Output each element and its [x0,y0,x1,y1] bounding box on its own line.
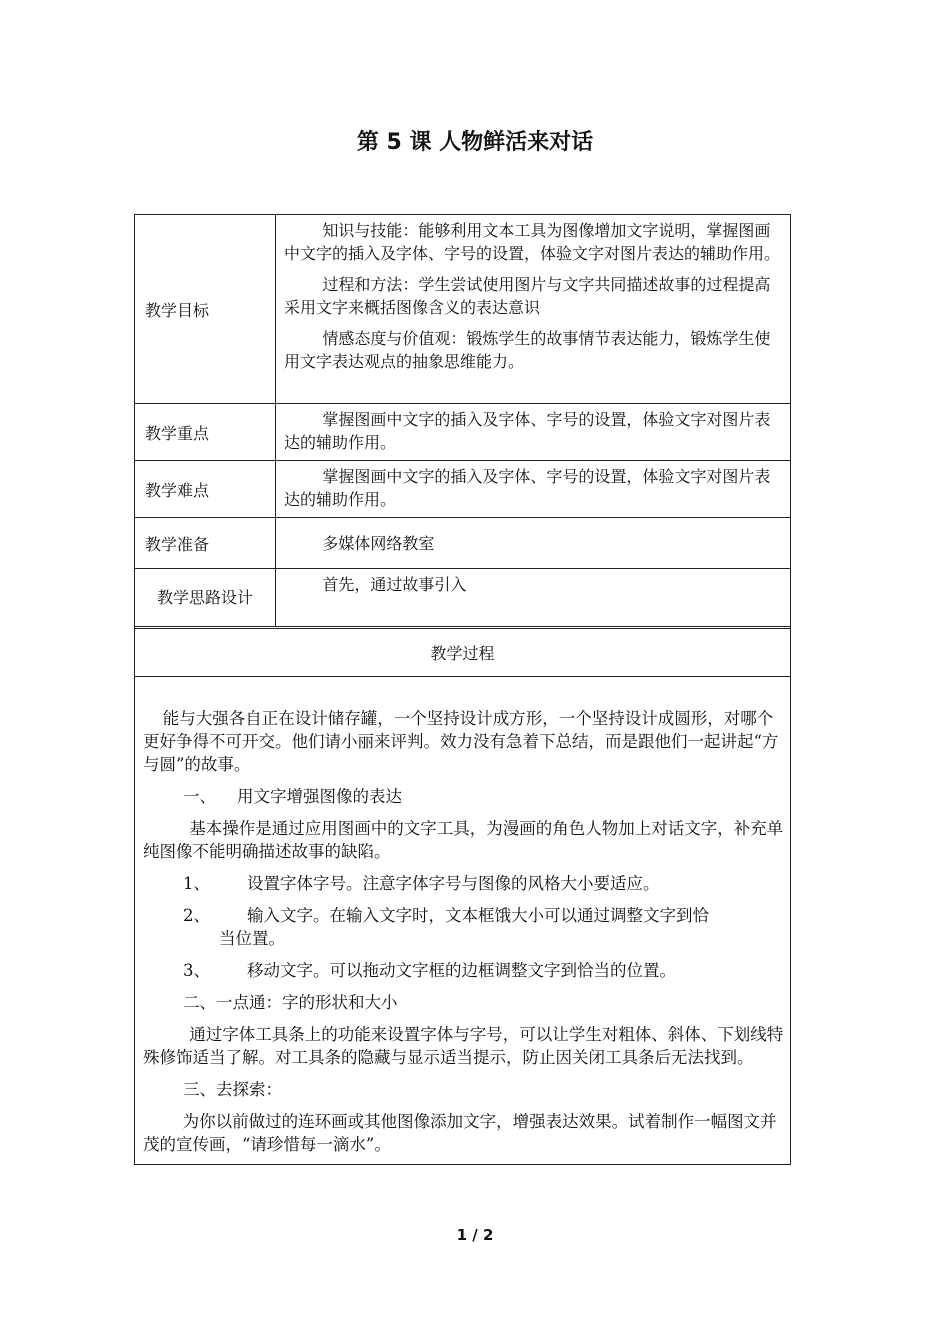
tip-text: 通过字体工具条上的功能来设置字体与字号，可以让学生对粗体、斜体、下划线特殊修饰适当了解。对工具条的隐藏与显示适当提示，防止因关闭工具条后无法找到。 [143,1025,784,1067]
design-text: 首先，通过故事引入 [322,575,467,594]
row-difficulty [135,461,790,518]
step-3-num: 3、 [183,961,210,980]
step-3-text: 移动文字。可以拖动文字框的边框调整文字到恰当的位置。 [247,961,676,980]
step-2-text: 输入文字。在输入文字时，文本框饿大小可以通过调整文字到恰 [247,906,709,925]
label-design-text: 教学思路设计 [156,587,253,607]
step-1-text: 设置字体字号。注意字体字号与图像的风格大小要适应。 [247,874,660,893]
page-number: 1 / 2 [456,1226,494,1244]
lesson-table [134,214,791,1165]
value-key-point [276,404,790,460]
row-key-point [135,404,790,461]
process-intro: 能与大强各自正在设计储存罐，一个坚持设计成方形，一个坚持设计成圆形，对哪个更好争得不可开交。他们请小丽来评判。效力没有急着下总结，而是跟他们一起讲起“方与圆”的故事。 [143,709,779,774]
step-2-cont: 当位置。 [219,929,285,948]
row-preparation [135,518,790,569]
step-2-num: 2、 [183,906,210,925]
label-preparation: 教学准备 [135,518,276,568]
label-difficulty: 教学难点 [135,461,276,517]
step-1 [143,872,784,895]
page-title: 第 5 课 人物鲜活来对话 [356,130,594,155]
step-1-num: 1、 [183,874,210,893]
value-teaching-goal [276,215,790,403]
key-point-text: 掌握图画中文字的插入及字体、字号的设置，体验文字对图片表达的辅助作用。 [284,410,771,452]
label-teaching-goal: 教学目标 [135,215,276,403]
process-body [135,677,790,1164]
explore-text: 为你以前做过的连环画或其他图像添加文字，增强表达效果。试着制作一幅图文并茂的宣传画，“请珍惜每一滴水”。 [143,1112,777,1154]
step-2 [143,904,784,927]
section-3-heading: 三、去探索： [183,1080,282,1099]
label-design [135,569,276,626]
value-preparation [276,518,790,568]
section-1-heading: 一、 用文字增强图像的表达 [183,787,402,806]
value-difficulty [276,461,790,517]
preparation-text: 多媒体网络教室 [322,533,435,553]
row-design [135,569,790,629]
goal-knowledge: 知识与技能：能够利用文本工具为图像增加文字说明，掌握图画中文字的插入及字体、字号的设置，体验文字对图片表达的辅助作用。 [284,221,781,263]
difficulty-text: 掌握图画中文字的插入及字体、字号的设置，体验文字对图片表达的辅助作用。 [284,467,771,509]
label-key-point: 教学重点 [135,404,276,460]
row-teaching-goal [135,215,790,404]
basic-operation: 基本操作是通过应用图画中的文字工具，为漫画的角色人物加上对话文字，补充单纯图像不能明确描述故事的缺陷。 [143,819,784,861]
step-3 [143,959,784,982]
value-design [276,569,790,626]
goal-process: 过程和方法：学生尝试使用图片与文字共同描述故事的过程提高采用文字来概括图像含义的表达意识 [284,275,771,317]
process-heading: 教学过程 [430,644,495,663]
row-process-heading [135,629,790,677]
section-2-heading: 二、一点通：字的形状和大小 [183,993,398,1012]
goal-attitude: 情感态度与价值观：锻炼学生的故事情节表达能力，锻炼学生使用文字表达观点的抽象思维能力。 [284,329,771,371]
